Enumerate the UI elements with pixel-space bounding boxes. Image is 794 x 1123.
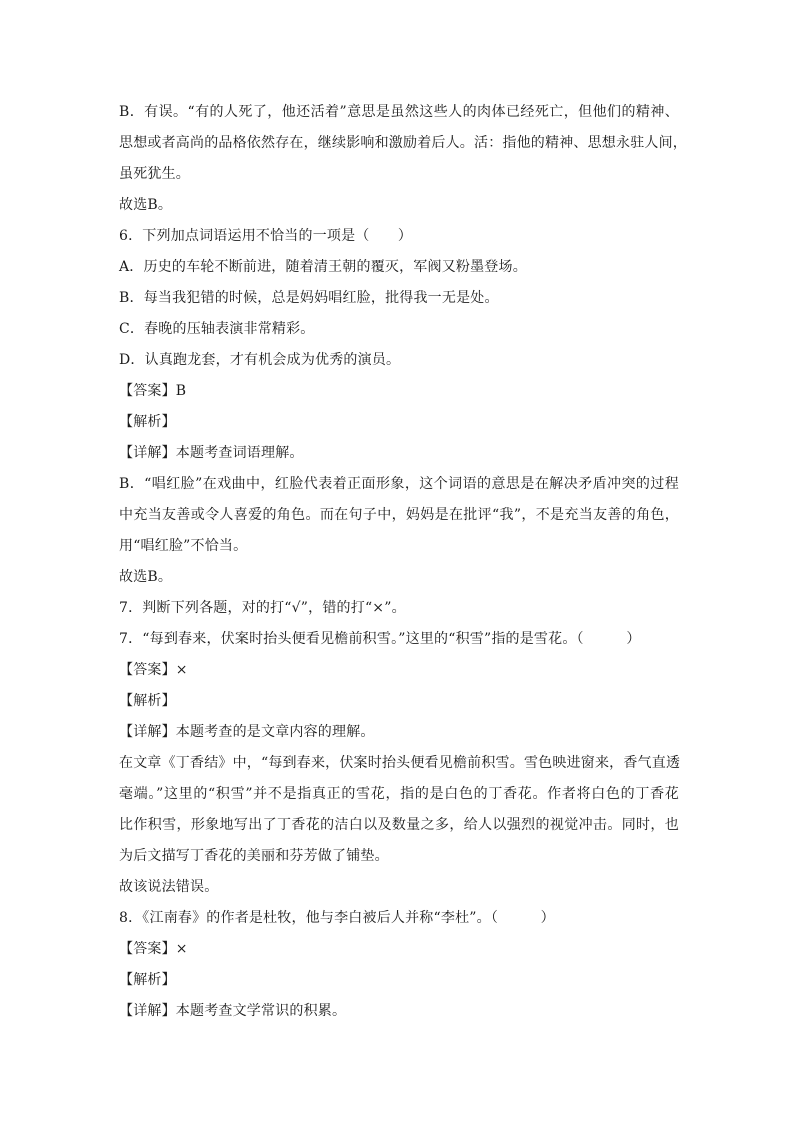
text-line: 8．《江南春》的作者是杜牧，他与李白被后人并称“李杜”。（ ） bbox=[119, 910, 555, 926]
text-line: B．“唱红脸”在戏曲中，红脸代表着正面形象，这个词语的意思是在解决矛盾冲突的过程 bbox=[119, 476, 679, 492]
text-line: D．认真跑龙套，才有机会成为优秀的演员。 bbox=[119, 352, 401, 368]
text-line: 用“唱红脸”不恰当。 bbox=[119, 538, 248, 554]
text-line: 【答案】× bbox=[119, 662, 188, 678]
text-line: 【详解】本题考查词语理解。 bbox=[119, 445, 304, 461]
text-line: 【解析】 bbox=[119, 414, 176, 430]
text-line: B．每当我犯错的时候，总是妈妈唱红脸，批得我一无是处。 bbox=[119, 290, 499, 306]
text-line: 故选B。 bbox=[119, 197, 173, 213]
text-line: 【详解】本题考查的是文章内容的理解。 bbox=[119, 724, 375, 740]
text-line: C．春晚的压轴表演非常精彩。 bbox=[119, 321, 315, 337]
text-line: 6．下列加点词语运用不恰当的一项是（ ） bbox=[119, 228, 413, 244]
text-line: 【解析】 bbox=[119, 693, 176, 709]
text-line: 比作积雪，形象地写出了丁香花的洁白以及数量之多，给人以强烈的视觉冲击。同时，也 bbox=[119, 817, 679, 833]
text-line: B．有误。“有的人死了，他还活着”意思是虽然这些人的肉体已经死亡，但他们的精神、 bbox=[119, 104, 679, 120]
text-line: 在文章《丁香结》中，“每到春来，伏案时抬头便看见檐前积雪。雪色映进窗来，香气直透 bbox=[119, 755, 681, 771]
text-line: 中充当友善或令人喜爱的角色。而在句子中，妈妈是在批评“我”，不是充当友善的角色， bbox=[119, 507, 679, 523]
text-line: 7．判断下列各题，对的打“√”，错的打“×”。 bbox=[119, 600, 406, 616]
text-line: 为后文描写丁香花的美丽和芬芳做了铺垫。 bbox=[119, 848, 389, 864]
text-line: 【答案】B bbox=[119, 383, 187, 399]
text-line: 毫端。”这里的“积雪”并不是指真正的雪花，指的是白色的丁香花。作者将白色的丁香花 bbox=[119, 786, 679, 802]
text-line: 【答案】× bbox=[119, 941, 188, 957]
text-line: 7．“每到春来，伏案时抬头便看见檐前积雪。”这里的“积雪”指的是雪花。（ ） bbox=[119, 631, 641, 647]
text-line: A．历史的车轮不断前进，随着清王朝的覆灭，军阀又粉墨登场。 bbox=[119, 259, 527, 275]
text-line: 【详解】本题考查文学常识的积累。 bbox=[119, 1003, 347, 1019]
text-line: 故选B。 bbox=[119, 569, 173, 585]
text-line: 故该说法错误。 bbox=[119, 879, 219, 895]
document-page bbox=[119, 97, 687, 1027]
text-line: 思想或者高尚的品格依然存在，继续影响和激励着后人。活：指他的精神、思想永驻人间， bbox=[119, 135, 687, 151]
text-line: 虽死犹生。 bbox=[119, 166, 190, 182]
text-line: 【解析】 bbox=[119, 972, 176, 988]
